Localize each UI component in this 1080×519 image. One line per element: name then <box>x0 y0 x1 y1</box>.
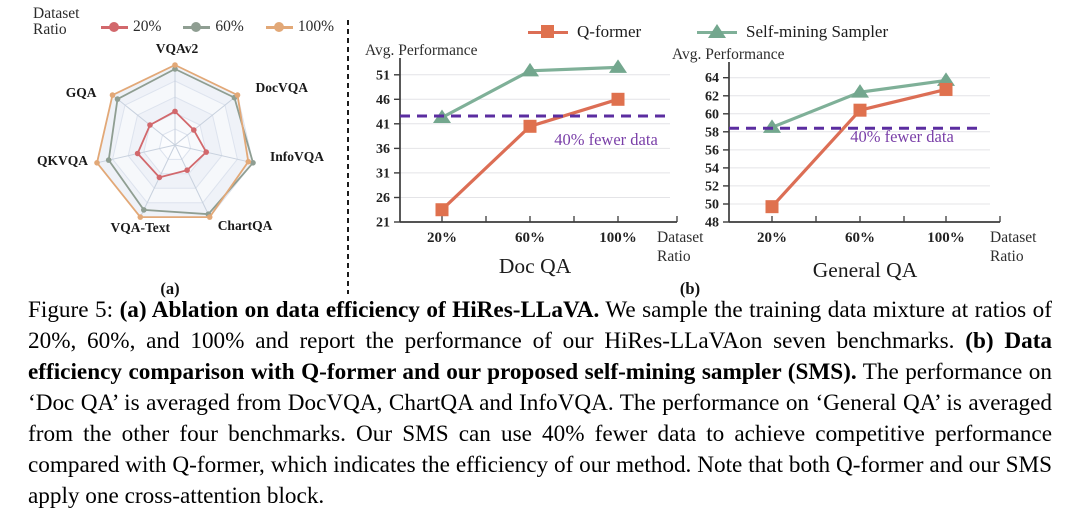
radar-axis-label: InfoVQA <box>270 148 325 164</box>
data-point-marker <box>235 92 241 98</box>
y-tick-label: 48 <box>705 215 719 231</box>
legend-item-20 <box>101 18 161 36</box>
caption-bold-a: (a) Ablation on data efficiency of HiRes-LLaVA. <box>119 297 600 323</box>
y-tick-label: 46 <box>376 92 390 108</box>
radar-axis-label: QKVQA <box>36 152 88 168</box>
y-tick-label: 36 <box>376 141 390 157</box>
doc-qa-chart <box>354 38 694 250</box>
radar-axis-label: ChartQA <box>217 218 273 234</box>
data-point-square <box>436 203 449 216</box>
radar-legend <box>101 18 334 36</box>
data-point-marker <box>141 207 147 213</box>
legend-label: 20% <box>133 18 162 35</box>
data-point-marker <box>207 214 213 220</box>
y-tick-label: 50 <box>705 197 719 213</box>
y-tick-label: 21 <box>376 215 390 231</box>
y-axis-title-general-qa: Avg. Performance <box>672 46 785 63</box>
circle-marker-icon <box>101 22 128 32</box>
y-tick-label: 26 <box>376 191 390 206</box>
data-point-marker <box>94 160 100 166</box>
x-tick-label: 60% <box>515 230 545 246</box>
y-tick-label: 58 <box>705 125 719 141</box>
data-point-marker <box>246 159 252 165</box>
caption-bold-b: (b) Data efficiency comparison with Q-former and our proposed self-mining sampler (SMS). <box>28 328 1053 385</box>
legend-item-60 <box>183 18 243 36</box>
x-axis-title-general-qa: Dataset Ratio <box>990 229 1037 265</box>
data-point-marker <box>203 149 209 155</box>
circle-marker-icon <box>266 22 293 32</box>
x-tick-label: 100% <box>599 230 637 246</box>
data-point-marker <box>157 175 163 181</box>
data-point-marker <box>147 122 153 128</box>
radar-axis-label: VQA-Text <box>110 220 171 236</box>
annotation-fewer-data: 40% fewer data <box>850 127 954 146</box>
x-tick-label: 60% <box>845 230 875 246</box>
y-tick-label: 51 <box>376 68 390 84</box>
legend-label: 60% <box>215 18 244 35</box>
data-point-square <box>940 83 953 96</box>
general-qa-chart <box>688 38 1018 250</box>
x-tick-label: 20% <box>757 230 787 246</box>
y-axis-title-doc-qa: Avg. Performance <box>365 42 478 59</box>
annotation-fewer-data: 40% fewer data <box>554 130 658 149</box>
data-point-marker <box>138 214 144 220</box>
data-point-square <box>854 104 867 117</box>
data-point-marker <box>106 157 112 163</box>
circle-marker-icon <box>183 22 210 32</box>
caption-text-b: The performance on ‘Doc QA’ is averaged from DocVQA, ChartQA and InfoVQA. The performance on ‘General QA’ is averaged from the other four benchmarks. Our SMS can use 40% fewer data to achieve competitive performance compared with Q-former, which indicates the efficiency of our method. Note that both Q-former and our SMS apply one cross-attention block. <box>28 359 1052 509</box>
y-tick-label: 62 <box>705 89 719 105</box>
caption-prefix: Figure 5: <box>28 297 120 323</box>
radar-chart <box>0 42 348 292</box>
data-point-square <box>612 93 625 106</box>
legend-label: Self-mining Sampler <box>746 22 889 41</box>
panel-b-label: (b) <box>679 279 701 298</box>
data-point-marker <box>135 151 141 157</box>
y-tick-label: 60 <box>705 107 719 123</box>
radar-axis-label: DocVQA <box>255 80 308 96</box>
radar-axis-label: GQA <box>65 85 97 101</box>
x-tick-label: 20% <box>427 230 457 246</box>
data-point-marker <box>110 92 116 98</box>
data-point-marker <box>184 167 190 173</box>
y-tick-label: 52 <box>705 179 719 195</box>
data-point-square <box>766 200 779 213</box>
x-tick-label: 100% <box>927 230 965 246</box>
y-tick-label: 54 <box>705 161 719 177</box>
y-tick-label: 56 <box>705 143 719 159</box>
legend-item-100 <box>266 18 334 36</box>
data-point-marker <box>172 109 178 115</box>
y-tick-label: 64 <box>705 71 719 87</box>
caption-text-a: We sample the training data mixture at ratios of 20%, 60%, and 100% and report the performance of our HiRes-LLaVAon seven benchmarks. <box>28 297 1052 354</box>
chart-title-general-qa: General QA <box>812 258 918 282</box>
figure-caption <box>28 295 1052 512</box>
radar-legend-title: Dataset Ratio <box>33 5 80 38</box>
data-point-square <box>524 120 537 133</box>
data-point-marker <box>172 62 178 68</box>
data-point-marker <box>250 160 256 166</box>
x-axis-title-doc-qa: Dataset Ratio <box>657 229 704 265</box>
chart-title-doc-qa: Doc QA <box>498 254 572 278</box>
legend-label: Q-former <box>577 22 642 41</box>
data-point-marker <box>191 127 197 133</box>
panel-divider <box>347 20 349 294</box>
y-tick-label: 41 <box>376 117 390 133</box>
panel-a-label: (a) <box>160 279 180 298</box>
radar-axis-label: VQAv2 <box>155 42 199 56</box>
legend-label: 100% <box>297 18 335 35</box>
y-tick-label: 31 <box>376 166 390 182</box>
data-point-marker <box>115 96 121 102</box>
